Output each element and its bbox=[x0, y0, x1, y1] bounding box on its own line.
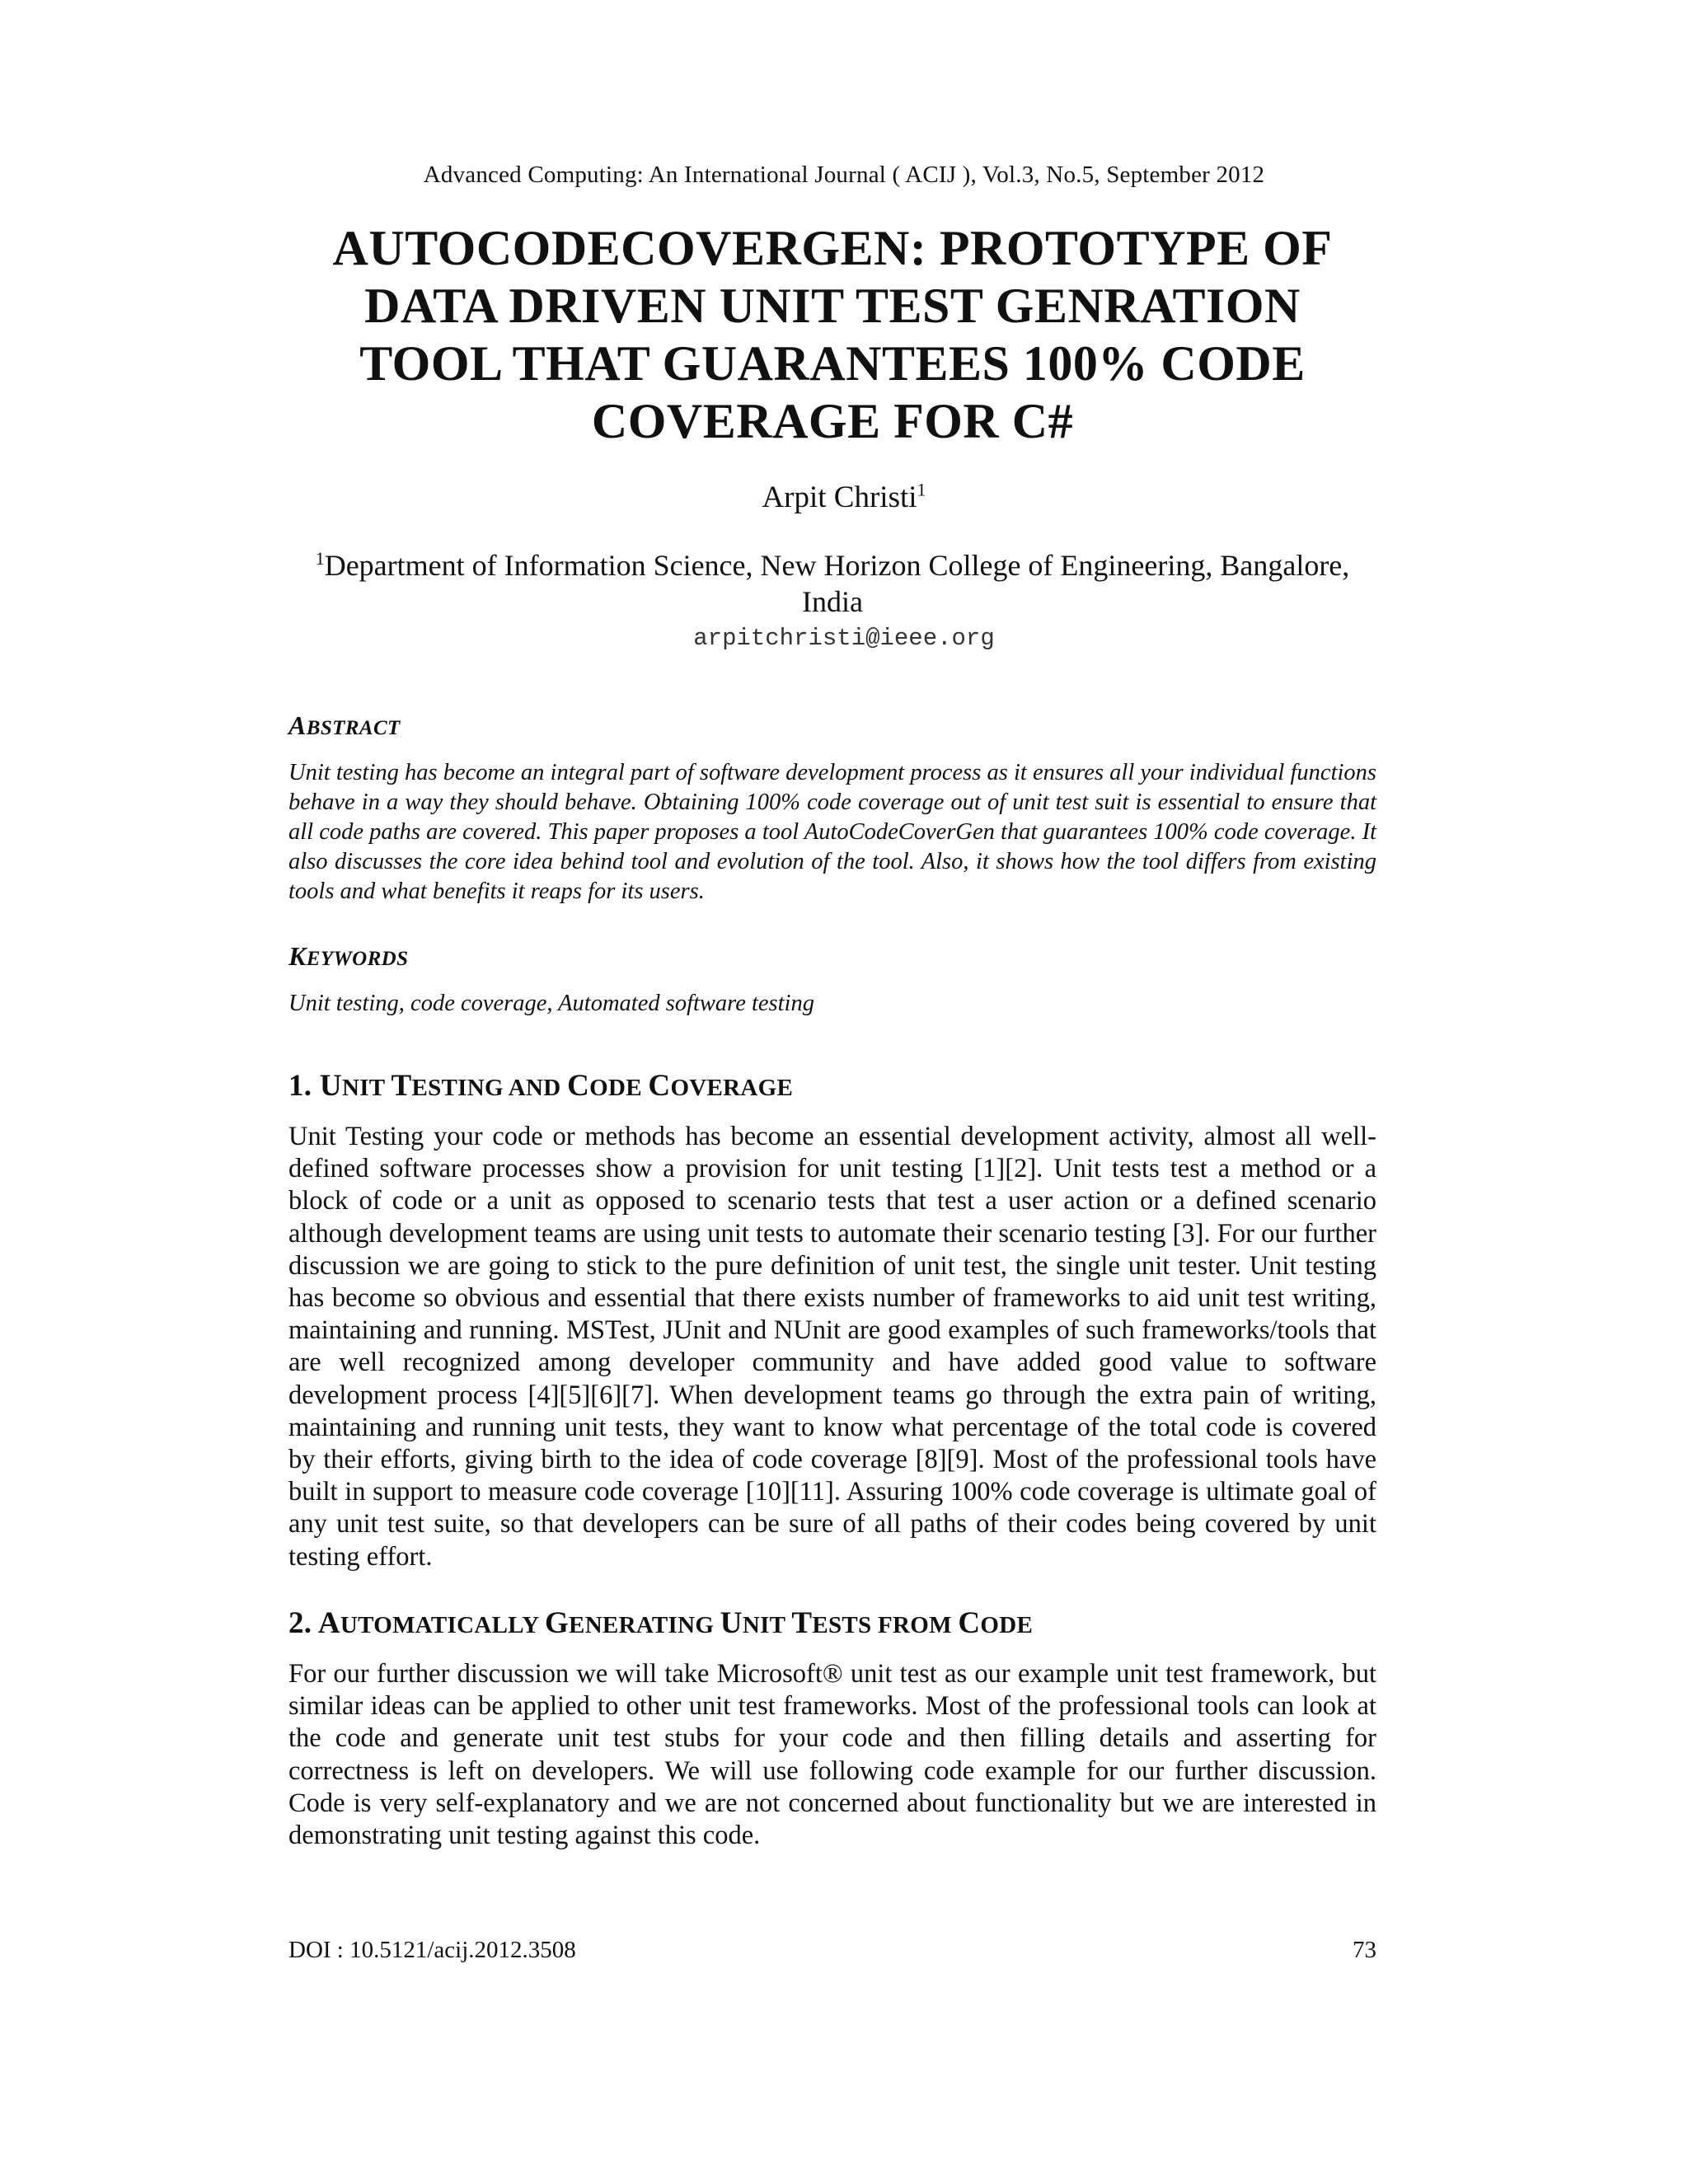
keywords-text: Unit testing, code coverage, Automated software testing bbox=[288, 991, 814, 1016]
doi-footer: DOI : 10.5121/acij.2012.3508 bbox=[288, 1937, 576, 1963]
title-line: TOOL THAT GUARANTEES 100% CODE bbox=[359, 336, 1306, 391]
heading-smallcaps: ESTING AND bbox=[411, 1075, 568, 1101]
heading-cap: T bbox=[791, 1606, 813, 1640]
abstract-heading bbox=[288, 710, 1376, 741]
heading-smallcaps: ESTS FROM bbox=[812, 1612, 959, 1638]
section-number: 1. bbox=[288, 1069, 312, 1103]
page-number: 73 bbox=[1353, 1937, 1376, 1963]
heading-cap: C bbox=[958, 1606, 981, 1640]
heading-smallcaps: NIT bbox=[742, 1612, 792, 1638]
affiliation-mark: 1 bbox=[315, 548, 325, 569]
heading-cap: A bbox=[317, 1606, 340, 1640]
affiliation-line: India bbox=[802, 585, 863, 618]
affiliation-text: Department of Information Science, New Horizon College of Engineering, Bangalore, bbox=[324, 549, 1350, 582]
abstract-text: Unit testing has become an integral part of software development process as it ensures all your individual functions behave in a way they should behave. Obtaining 100% code coverage out of unit test suit is essential to ensure that all code paths are covered. This paper proposes a tool AutoCodeCoverGen that guarantees 100% code coverage. It also discusses the core idea behind tool and evolution of the tool. Also, it shows how the tool differs from existing tools and what benefits it reaps for its users. bbox=[288, 760, 1376, 904]
affiliation-line bbox=[247, 547, 1418, 583]
section-2-body: For our further discussion we will take Microsoft® unit test as our example unit test framework, but similar ideas can be applied to other unit test frameworks. Most of the professional tools can look at the code and generate unit test stubs for your code and then filling details and asserting for correctness is left on developers. We will use following code example for our further discussion. Code is very self-explanatory and we are not concerned about functionality but we are interested in demonstrating unit testing against this code. bbox=[288, 1659, 1376, 1851]
section-1-body: Unit Testing your code or methods has become an essential development activity, almost all well-defined software processes show a provision for unit testing [1][2]. Unit tests test a method or a block of code or a unit as opposed to scenario tests that test a user action or a defined scenario although development teams are using unit tests to automate their scenario testing [3]. For our further discussion we are going to stick to the pure definition of unit test, the single unit tester. Unit testing has become so obvious and essential that there exists number of frameworks to aid unit test writing, maintaining and running. MSTest, JUnit and NUnit are good examples of such frameworks/tools that are well recognized among developer community and have added good value to software development process [4][5][6][7]. When development teams go through the extra pain of writing, maintaining and running unit tests, they want to know what percentage of the total code is covered by their efforts, giving birth to the idea of code coverage [8][9]. Most of the professional tools have built in support to measure code coverage [10][11]. Assuring 100% code coverage is ultimate goal of any unit test suite, so that developers can be sure of all paths of their codes being covered by unit testing effort. bbox=[288, 1122, 1376, 1572]
abstract-heading-rest: BSTRACT bbox=[306, 717, 401, 739]
author-text: Arpit Christi bbox=[762, 480, 917, 514]
paper-title bbox=[247, 219, 1418, 450]
keywords-heading bbox=[288, 941, 1376, 972]
heading-cap: U bbox=[319, 1069, 342, 1103]
heading-cap: G bbox=[544, 1606, 570, 1640]
heading-smallcaps: ODE bbox=[589, 1075, 649, 1101]
heading-smallcaps: ENERATING bbox=[569, 1612, 720, 1638]
keywords-heading-initial: K bbox=[288, 941, 307, 971]
heading-cap: U bbox=[720, 1606, 743, 1640]
author-name bbox=[0, 480, 1688, 515]
abstract-heading-initial: A bbox=[288, 710, 307, 740]
author-email: arpitchristi@ieee.org bbox=[693, 625, 995, 652]
heading-smallcaps: UTOMATICALLY bbox=[340, 1612, 545, 1638]
heading-cap: C bbox=[567, 1069, 590, 1103]
heading-cap: C bbox=[648, 1069, 671, 1103]
heading-smallcaps: NIT bbox=[341, 1075, 392, 1101]
heading-cap: T bbox=[391, 1069, 412, 1103]
title-line: DATA DRIVEN UNIT TEST GENRATION bbox=[364, 279, 1301, 333]
section-heading-2 bbox=[288, 1605, 1376, 1641]
author-affiliation-mark: 1 bbox=[917, 479, 926, 500]
author-affiliation bbox=[247, 547, 1418, 620]
running-header: Advanced Computing: An International Journal ( ACIJ ), Vol.3, No.5, September 2012 bbox=[423, 162, 1265, 188]
section-heading-1 bbox=[288, 1068, 1376, 1104]
section-number: 2. bbox=[288, 1606, 312, 1640]
title-line: AUTOCODECOVERGEN: PROTOTYPE OF bbox=[332, 221, 1333, 275]
title-line: COVERAGE FOR C# bbox=[591, 394, 1074, 448]
heading-smallcaps: ODE bbox=[980, 1612, 1034, 1638]
heading-smallcaps: OVERAGE bbox=[670, 1075, 794, 1101]
keywords-heading-rest: EYWORDS bbox=[306, 948, 409, 970]
